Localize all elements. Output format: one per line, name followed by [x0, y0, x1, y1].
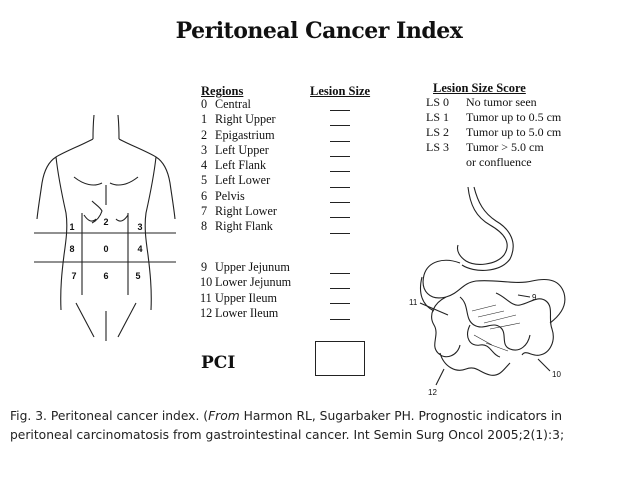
intestine-label-10: 10 — [552, 370, 561, 379]
small-bowel-regions-list — [201, 260, 291, 321]
pelvis-lines — [76, 303, 136, 341]
region-row: 5 Left Lower — [201, 173, 271, 188]
region-row: 2 Epigastrium — [201, 127, 275, 142]
region-row: 6 Pelvis — [201, 188, 245, 203]
pci-label: PCI — [201, 353, 236, 373]
small-bowel-loops — [432, 293, 554, 375]
region-label-3: 3 — [137, 222, 143, 232]
lesion-size-blank[interactable] — [330, 217, 350, 218]
lesion-size-blank[interactable] — [330, 233, 350, 234]
region-row: 0 Central — [201, 97, 251, 111]
stomach — [457, 187, 513, 270]
regions-header: Regions — [201, 84, 244, 98]
lesion-size-blank[interactable] — [330, 156, 350, 157]
region-row: 8 Right Flank — [201, 219, 273, 234]
region-row: 1 Right Upper — [201, 112, 276, 127]
lesion-size-score-header: Lesion Size Score — [433, 81, 526, 95]
caption-line-1: Fig. 3. Peritoneal cancer index. (From Harmon RL, Sugarbaker PH. Prognostic indicators in — [10, 409, 563, 423]
intestine-label-12: 12 — [428, 388, 437, 397]
score-row: or confluence — [466, 155, 532, 169]
region-row: 3 Left Upper — [201, 142, 269, 157]
lesion-size-blank[interactable] — [330, 202, 350, 203]
region-row: 10 Lower Jejunum — [200, 275, 292, 290]
torso-outline-right — [119, 139, 175, 310]
region-row: 11 Upper Ileum — [200, 290, 277, 305]
caption-line-2: peritoneal carcinomatosis from gastrointestinal cancer. Int Semin Surg Oncol 2005;2(1):3; — [10, 428, 565, 442]
region-label-0: 0 — [103, 244, 109, 254]
lesion-size-blank[interactable] — [330, 288, 350, 289]
intestine-label-9: 9 — [532, 293, 537, 302]
score-row: LS 3 Tumor > 5.0 cm — [426, 140, 544, 154]
score-row: LS 0 No tumor seen — [426, 95, 537, 109]
lesion-size-blank[interactable] — [330, 110, 350, 111]
figure-caption — [0, 407, 638, 445]
mesentery-lines — [472, 305, 520, 351]
region-label-1: 1 — [69, 222, 75, 232]
lesion-size-score-legend — [426, 95, 561, 170]
abdomen-regions-diagram — [30, 105, 180, 345]
figure-title: Peritoneal Cancer Index — [175, 18, 463, 44]
torso-outline-left — [37, 139, 93, 310]
lesion-size-blank[interactable] — [330, 319, 350, 320]
region-label-8: 8 — [69, 244, 75, 254]
lesion-size-blank[interactable] — [330, 125, 350, 126]
lesion-size-blank[interactable] — [330, 273, 350, 274]
region-row: 4 Left Flank — [201, 158, 267, 173]
small-intestine-diagram — [400, 185, 595, 400]
region-label-2: 2 — [103, 217, 109, 227]
pointer-lines — [420, 295, 550, 385]
region-row: 7 Right Lower — [201, 204, 277, 219]
region-row: 12 Lower Ileum — [200, 305, 279, 320]
region-label-5: 5 — [135, 271, 141, 281]
pci-score-box[interactable] — [315, 341, 365, 376]
region-label-7: 7 — [71, 271, 77, 281]
score-row: LS 2 Tumor up to 5.0 cm — [426, 125, 562, 139]
lesion-size-blank[interactable] — [330, 187, 350, 188]
chest-lines — [74, 177, 138, 205]
region-label-6: 6 — [103, 271, 109, 281]
score-row: LS 1 Tumor up to 0.5 cm — [426, 110, 562, 124]
lesion-size-blank[interactable] — [330, 141, 350, 142]
intestine-label-11: 11 — [409, 298, 418, 307]
lesion-size-blank[interactable] — [330, 303, 350, 304]
neck — [93, 115, 119, 139]
lesion-size-header: Lesion Size — [310, 84, 371, 98]
region-label-4: 4 — [137, 244, 143, 254]
region-row: 9 Upper Jejunum — [201, 260, 290, 274]
regions-list — [201, 97, 277, 235]
lesion-size-blank[interactable] — [330, 171, 350, 172]
